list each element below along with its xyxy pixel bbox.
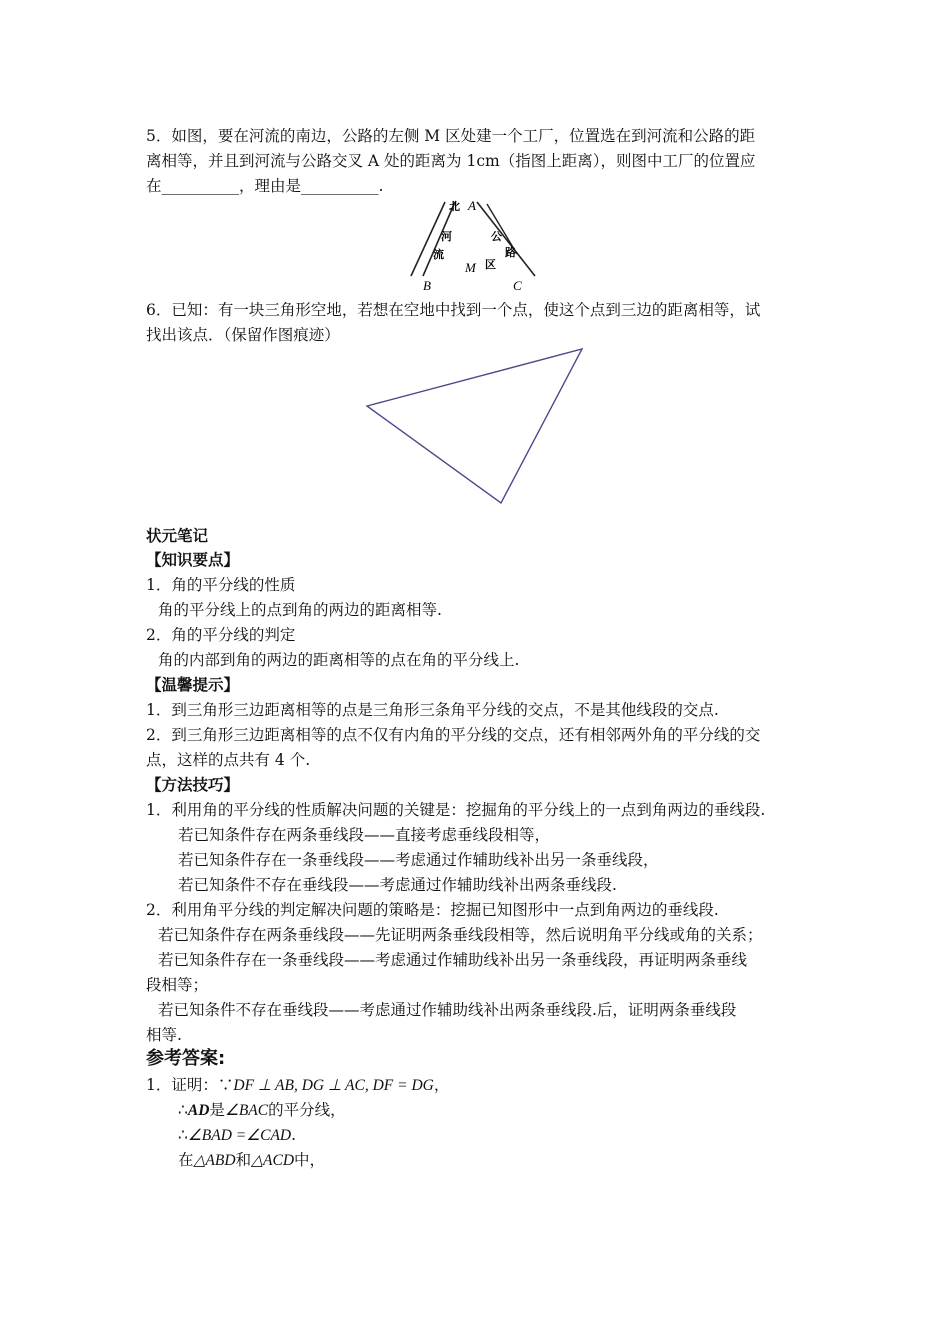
answer-1-prefix: 1．证明：∵ — [146, 1076, 234, 1094]
therefore-symbol-2: ∴ — [178, 1126, 188, 1144]
q5-line-3: 在__________，理由是__________. — [146, 177, 384, 195]
angle-equality: ∠BAD =∠CAD — [187, 1127, 292, 1144]
method-1-case-c: 若已知条件不存在垂线段——考虑通过作辅助线补出两条垂线段. — [178, 876, 617, 894]
tips-header: 【温馨提示】 — [146, 675, 240, 694]
road-label-1: 公 — [491, 230, 502, 243]
angle-bac: ∠BAC — [224, 1102, 269, 1119]
point-a-label: A — [468, 198, 476, 213]
method-1: 1．利用角的平分线的性质解决问题的关键是：挖掘角的平分线上的一点到角两边的垂线段. — [146, 801, 766, 819]
triangle-figure — [360, 342, 590, 510]
answer-1-comma: ， — [433, 1076, 450, 1094]
point-b-label: B — [423, 278, 431, 293]
tip-2-line-2: 点，这样的点共有 4 个. — [146, 751, 311, 769]
method-2: 2．利用角平分线的判定解决问题的策略是：挖掘已知图形中一点到角两边的垂线段. — [146, 901, 719, 919]
kp-item-1: 1．角的平分线的性质 — [146, 576, 296, 594]
q5-line-2: 离相等，并且到河流与公路交叉 A 处的距离为 1cm（指图上距离），则图中工厂的位置应 — [146, 152, 756, 170]
method-1-case-a: 若已知条件存在两条垂线段——直接考虑垂线段相等， — [178, 826, 551, 844]
method-1-case-b: 若已知条件存在一条垂线段——考虑通过作辅助线补出另一条垂线段， — [178, 851, 659, 869]
road-label-2: 路 — [505, 246, 516, 259]
answer-1-line-4 — [178, 1150, 325, 1171]
triangle-abd: △ABD — [193, 1152, 236, 1169]
therefore-symbol: ∴ — [178, 1101, 188, 1119]
answer-1-line-3 — [178, 1125, 296, 1146]
q6-line-2: 找出该点．（保留作图痕迹） — [146, 326, 340, 344]
q5-line-1: 5．如图，要在河流的南边，公路的左侧 M 区处建一个工厂，位置选在到河流和公路的距 — [146, 127, 756, 145]
zone-label: 区 — [485, 258, 496, 271]
in-suffix: 中， — [294, 1151, 326, 1169]
and-word: 和 — [235, 1151, 252, 1169]
method-2-case-b-line-2: 段相等； — [146, 976, 209, 994]
in-word: 在 — [178, 1151, 194, 1169]
river-label-2: 流 — [433, 248, 444, 261]
kp-item-2-text: 角的内部到角的两边的距离相等的点在角的平分线上. — [158, 651, 520, 669]
answer-1-line-1 — [146, 1075, 449, 1096]
triangle-shape — [367, 349, 582, 503]
answers-title: 参考答案: — [146, 1048, 226, 1069]
answer-1-line-2 — [178, 1100, 346, 1121]
river-road-figure — [405, 194, 545, 294]
segment-ad: AD — [187, 1102, 210, 1119]
point-c-label: C — [513, 278, 522, 293]
method-2-case-a: 若已知条件存在两条垂线段——先证明两条垂线段相等，然后说明角平分线或角的关系； — [158, 926, 763, 944]
answer-1-conditions: DF ⊥ AB, DG ⊥ AC, DF = DG — [233, 1077, 434, 1094]
river-label-1: 河 — [441, 230, 452, 243]
bisector-text: 的平分线， — [268, 1101, 346, 1119]
method-2-case-c-line-1: 若已知条件不存在垂线段——考虑通过作辅助线补出两条垂线段.后，证明两条垂线段 — [158, 1001, 737, 1019]
kp-item-2: 2．角的平分线的判定 — [146, 626, 296, 644]
method-2-case-c-line-2: 相等. — [146, 1026, 182, 1044]
tip-2-line-1: 2．到三角形三边距离相等的点不仅有内角的平分线的交点，还有相邻两外角的平分线的交 — [146, 726, 761, 744]
north-label: 北 — [449, 200, 460, 213]
point-m-label: M — [465, 260, 476, 275]
notes-title: 状元笔记 — [146, 526, 209, 545]
kp-item-1-text: 角的平分线上的点到角的两边的距离相等. — [158, 601, 442, 619]
knowledge-header: 【知识要点】 — [146, 550, 240, 569]
triangle-acd: △ACD — [251, 1152, 295, 1169]
method-2-case-b-line-1: 若已知条件存在一条垂线段——考虑通过作辅助线补出另一条垂线段，再证明两条垂线 — [158, 951, 748, 969]
methods-header: 【方法技巧】 — [146, 775, 240, 794]
period: . — [291, 1126, 297, 1144]
tip-1: 1．到三角形三边距离相等的点是三角形三条角平分线的交点，不是其他线段的交点. — [146, 701, 719, 719]
is-word: 是 — [209, 1101, 225, 1119]
q6-line-1: 6．已知：有一块三角形空地，若想在空地中找到一个点，使这个点到三边的距离相等，试 — [146, 301, 761, 319]
